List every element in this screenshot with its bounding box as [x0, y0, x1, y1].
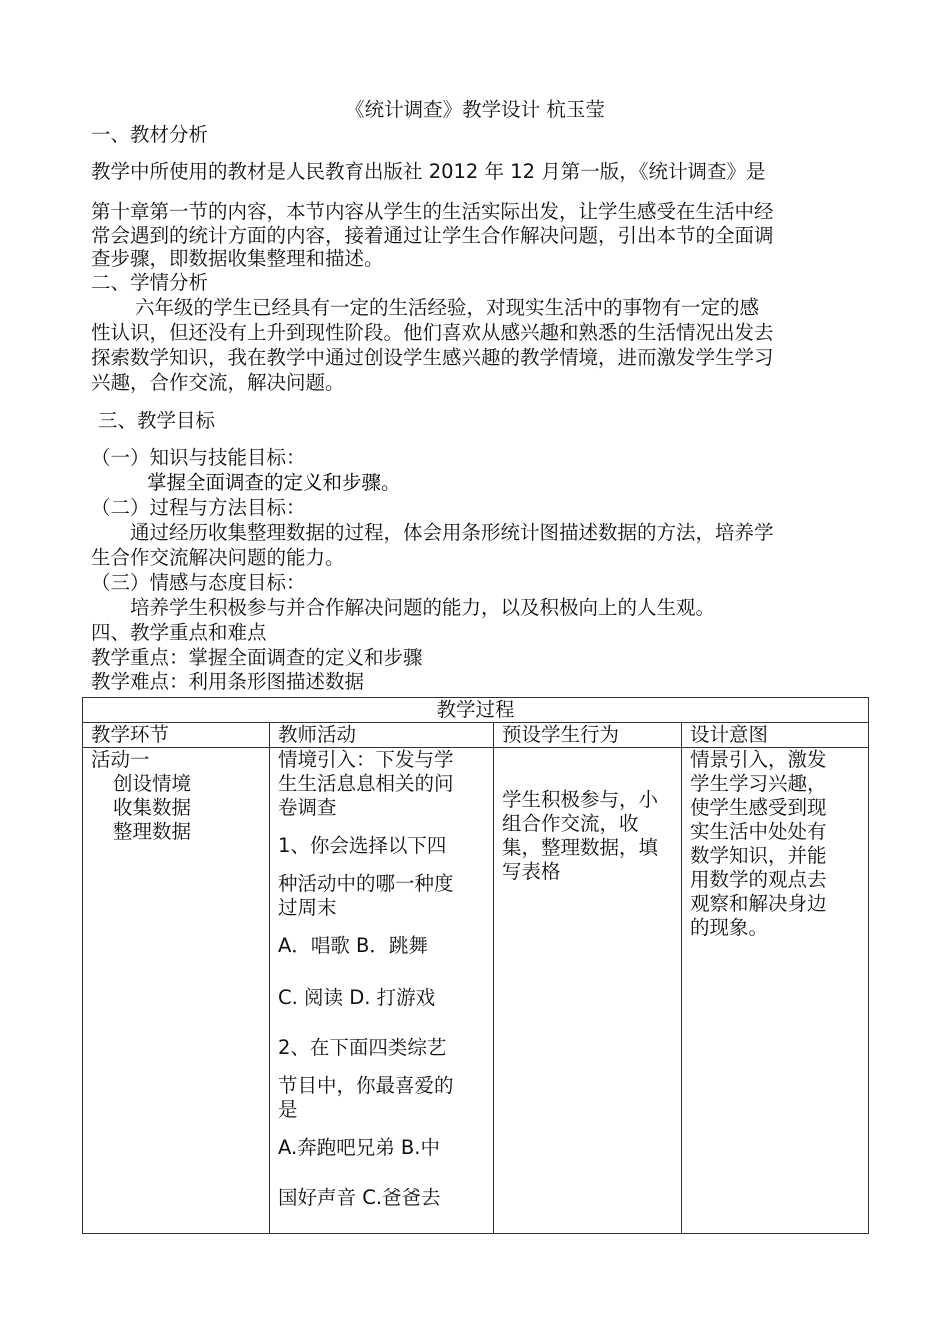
student-line: 写表格: [502, 860, 561, 883]
student-line: 学生积极参与，小: [502, 788, 659, 811]
teaching-process-table: [82, 697, 869, 1234]
goal-heading-knowledge: （一）知识与技能目标：: [91, 446, 306, 469]
paragraph-line: 探索数学知识，我在教学中通过创设学生感兴趣的教学情境，进而激发学生学习: [91, 346, 774, 369]
option-line: A．唱歌 B．跳舞: [278, 934, 428, 957]
teacher-line: 情境引入：下发与学: [278, 748, 454, 771]
document-title: 《统计调查》教学设计 杭玉莹: [345, 98, 605, 121]
option-line: 国好声音 C.爸爸去: [278, 1186, 441, 1209]
question-line: 过周末: [278, 896, 337, 919]
column-header: 教学环节: [83, 723, 270, 748]
student-line: 组合作交流，收: [502, 812, 639, 835]
question-line: 节目中，你最喜爱的: [278, 1074, 454, 1097]
teacher-line: 生生活息息相关的问: [278, 772, 454, 795]
design-intent-cell: [682, 748, 869, 1234]
difficult-point-text: 教学难点：利用条形图描述数据: [91, 670, 365, 693]
question-line: 2、在下面四类综艺: [278, 1036, 447, 1059]
intent-line: 观察和解决身边: [690, 892, 827, 915]
section-heading-teaching-goals: 三、教学目标: [98, 409, 216, 432]
intent-line: 使学生感受到现: [690, 796, 827, 819]
column-header: 预设学生行为: [494, 723, 682, 748]
stage-line: 收集数据: [113, 796, 192, 819]
stage-line: 活动一: [91, 748, 150, 771]
student-behavior-cell: [494, 748, 682, 1234]
question-line: 1、你会选择以下四: [278, 834, 447, 857]
intent-line: 实生活中处处有: [690, 820, 827, 843]
student-line: 集，整理数据，填: [502, 836, 659, 859]
intent-line: 学生学习兴趣，: [690, 772, 827, 795]
table-row: [83, 748, 869, 1234]
intent-line: 的现象。: [690, 916, 769, 939]
goal-heading-process: （二）过程与方法目标：: [91, 496, 306, 519]
stage-line: 创设情境: [113, 772, 192, 795]
goal-text-process: 生合作交流解决问题的能力。: [91, 546, 345, 569]
stage-cell: [83, 748, 270, 1234]
intent-line: 情景引入，激发: [690, 748, 827, 771]
section-heading-student-analysis: 二、学情分析: [91, 271, 209, 294]
table-title: 教学过程: [83, 698, 869, 723]
question-line: 种活动中的哪一种度: [278, 872, 454, 895]
option-line: A.奔跑吧兄弟 B.中: [278, 1136, 440, 1159]
intent-line: 数学知识，并能: [690, 844, 827, 867]
goal-text-knowledge: 掌握全面调查的定义和步骤。: [147, 471, 401, 494]
paragraph-line: 第十章第一节的内容，本节内容从学生的生活实际出发，让学生感受在生活中经: [91, 200, 774, 223]
goal-text-attitude: 培养学生积极参与并合作解决问题的能力，以及积极向上的人生观。: [130, 596, 716, 619]
column-header: 设计意图: [682, 723, 869, 748]
teacher-line: 卷调查: [278, 796, 337, 819]
paragraph-line: 六年级的学生已经具有一定的生活经验，对现实生活中的事物有一定的感: [135, 296, 760, 319]
teacher-activity-cell: [270, 748, 494, 1234]
question-line: 是: [278, 1098, 298, 1121]
option-line: C. 阅读 D. 打游戏: [278, 986, 436, 1009]
table-header-row: [83, 723, 869, 748]
paragraph-line: 性认识，但还没有上升到现性阶段。他们喜欢从感兴趣和熟悉的生活情况出发去: [91, 321, 774, 344]
paragraph-line: 查步骤，即数据收集整理和描述。: [91, 247, 384, 270]
paragraph-line: 常会遇到的统计方面的内容，接着通过让学生合作解决问题，引出本节的全面调: [91, 224, 774, 247]
column-header: 教师活动: [270, 723, 494, 748]
paragraph-line: 兴趣，合作交流，解决问题。: [91, 371, 345, 394]
section-heading-key-points: 四、教学重点和难点: [91, 621, 267, 644]
goal-text-process: 通过经历收集整理数据的过程，体会用条形统计图描述数据的方法，培养学: [130, 521, 774, 544]
section-heading-textbook-analysis: 一、教材分析: [91, 123, 209, 146]
key-point-text: 教学重点：掌握全面调查的定义和步骤: [91, 646, 423, 669]
stage-line: 整理数据: [113, 820, 192, 843]
paragraph-line: 教学中所使用的教材是人民教育出版社 2012 年 12 月第一版，《统计调查》是: [91, 160, 766, 183]
intent-line: 用数学的观点去: [690, 868, 827, 891]
goal-heading-attitude: （三）情感与态度目标：: [91, 571, 306, 594]
